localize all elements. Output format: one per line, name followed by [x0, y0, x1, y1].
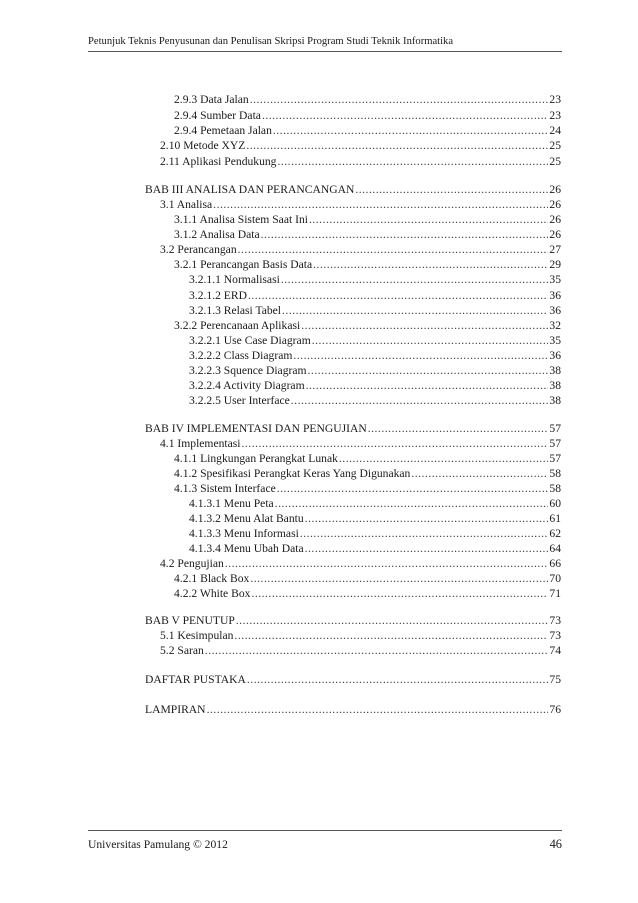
footer-rule — [88, 830, 562, 831]
leader-dots — [355, 183, 548, 197]
toc-entry-label: BAB V PENUTUP — [145, 614, 235, 627]
toc-entry-page: 71 — [549, 587, 561, 600]
toc-entry — [174, 587, 561, 601]
toc-entry-label: 4.1.3.3 Menu Informasi — [189, 527, 299, 540]
toc-chapter — [145, 183, 561, 197]
toc-entry — [189, 512, 561, 526]
toc-entry-label: 5.2 Saran — [160, 644, 204, 657]
toc-entry-label: 3.2.1.1 Normalisasi — [189, 273, 280, 286]
leader-dots — [248, 289, 548, 303]
leader-dots — [234, 629, 548, 643]
leader-dots — [277, 155, 548, 169]
toc-entry-label: 3.2.2.1 Use Case Diagram — [189, 334, 311, 347]
toc-entry-page: 24 — [549, 124, 561, 137]
toc-entry-label: 3.2.2 Perencanaan Aplikasi — [174, 319, 301, 332]
leader-dots — [305, 542, 549, 556]
toc-entry-page: 57 — [549, 437, 561, 450]
leader-dots — [309, 213, 548, 227]
leader-dots — [306, 379, 549, 393]
toc-entry-label: 4.2.1 Black Box — [174, 572, 250, 585]
leader-dots — [339, 452, 549, 466]
toc-entry-page: 60 — [549, 497, 561, 510]
toc-entry — [189, 334, 561, 348]
toc-entry-label: 4.2.2 White Box — [174, 587, 251, 600]
toc-entry — [160, 243, 561, 257]
toc-entry — [189, 394, 561, 408]
leader-dots — [250, 572, 548, 586]
toc-entry-label: 3.2.2.5 User Interface — [189, 394, 290, 407]
toc-chapter — [145, 703, 561, 717]
toc-entry-label: DAFTAR PUSTAKA — [145, 673, 246, 686]
header-rule — [88, 51, 562, 52]
toc-entry-page: 70 — [549, 572, 561, 585]
toc-entry-label: 4.1.3.2 Menu Alat Bantu — [189, 512, 304, 525]
toc-entry — [189, 364, 561, 378]
toc-entry-page: 57 — [549, 422, 561, 435]
toc-entry — [174, 213, 561, 227]
toc-entry — [174, 228, 561, 242]
leader-dots — [262, 109, 548, 123]
toc-entry-page: 25 — [549, 139, 561, 152]
toc-entry-label: 3.2.2.4 Activity Diagram — [189, 379, 305, 392]
toc-chapter — [145, 614, 561, 628]
toc-entry-label: 2.11 Aplikasi Pendukung — [160, 155, 277, 168]
leader-dots — [205, 644, 549, 658]
toc-entry-page: 38 — [549, 394, 561, 407]
leader-dots — [312, 334, 549, 348]
toc-entry — [189, 542, 561, 556]
toc-entry — [174, 572, 561, 586]
toc-entry — [189, 527, 561, 541]
leader-dots — [261, 228, 549, 242]
toc-entry — [189, 289, 561, 303]
toc-entry-page: 38 — [549, 364, 561, 377]
toc-entry-page: 64 — [549, 542, 561, 555]
leader-dots — [368, 422, 549, 436]
toc-entry-label: 3.2 Perancangan — [160, 243, 237, 256]
leader-dots — [236, 614, 549, 628]
leader-dots — [293, 349, 548, 363]
toc-entry — [174, 467, 561, 481]
toc-entry-label: 4.2 Pengujian — [160, 557, 224, 570]
toc-entry — [174, 258, 561, 272]
toc-entry-label: 2.9.3 Data Jalan — [174, 93, 249, 106]
toc-entry-page: 75 — [549, 673, 561, 686]
toc-entry-page: 26 — [549, 213, 561, 226]
leader-dots — [247, 673, 549, 687]
toc-entry — [160, 139, 561, 153]
toc-entry-page: 62 — [549, 527, 561, 540]
toc-entry — [160, 557, 561, 571]
toc-entry-label: 3.2.1.2 ERD — [189, 289, 247, 302]
toc-entry-label: 4.1.3.1 Menu Peta — [189, 497, 274, 510]
leader-dots — [301, 319, 548, 333]
toc-entry-page: 74 — [549, 644, 561, 657]
leader-dots — [238, 243, 549, 257]
toc-entry-page: 73 — [549, 614, 561, 627]
toc-entry-page: 38 — [549, 379, 561, 392]
leader-dots — [246, 139, 548, 153]
leader-dots — [277, 482, 549, 496]
toc-entry — [174, 93, 561, 107]
toc-entry-page: 57 — [549, 452, 561, 465]
leader-dots — [273, 124, 549, 138]
toc-entry-page: 29 — [549, 258, 561, 271]
leader-dots — [242, 437, 549, 451]
toc-entry-label: 2.9.4 Pemetaan Jalan — [174, 124, 272, 137]
toc-entry-label: 3.2.1.3 Relasi Tabel — [189, 304, 282, 317]
toc-entry-page: 27 — [549, 243, 561, 256]
toc-entry-label: 3.2.2.3 Squence Diagram — [189, 364, 307, 377]
toc-entry-label: 3.2.1 Perancangan Basis Data — [174, 258, 313, 271]
toc-entry-page: 25 — [549, 155, 561, 168]
toc-entry-page: 23 — [549, 93, 561, 106]
leader-dots — [250, 93, 549, 107]
leader-dots — [308, 364, 549, 378]
toc-entry-page: 26 — [549, 228, 561, 241]
toc-entry-page: 35 — [549, 273, 561, 286]
toc-entry-page: 32 — [549, 319, 561, 332]
leader-dots — [225, 557, 549, 571]
leader-dots — [281, 273, 549, 287]
leader-dots — [213, 198, 548, 212]
toc-entry-page: 73 — [549, 629, 561, 642]
toc-entry — [174, 124, 561, 138]
toc-entry-page: 23 — [549, 109, 561, 122]
toc-entry-label: 2.9.4 Sumber Data — [174, 109, 261, 122]
leader-dots — [313, 258, 548, 272]
toc-entry-page: 26 — [549, 198, 561, 211]
toc-entry-label: 4.1.3 Sistem Interface — [174, 482, 276, 495]
toc-entry — [189, 304, 561, 318]
toc-entry-label: BAB III ANALISA DAN PERANCANGAN — [145, 183, 355, 196]
toc-entry-label: 3.1.2 Analisa Data — [174, 228, 260, 241]
toc-entry — [160, 644, 561, 658]
toc-entry — [160, 629, 561, 643]
toc-entry-page: 76 — [549, 703, 561, 716]
toc-entry — [174, 109, 561, 123]
toc-entry-label: 4.1.2 Spesifikasi Perangkat Keras Yang Digunakan — [174, 467, 411, 480]
toc-entry-label: 3.1.1 Analisa Sistem Saat Ini — [174, 213, 308, 226]
toc-chapter — [145, 422, 561, 436]
toc-entry — [189, 379, 561, 393]
toc-entry — [189, 273, 561, 287]
toc-entry — [189, 349, 561, 363]
toc-entry-page: 36 — [549, 289, 561, 302]
toc-entry-label: 3.1 Analisa — [160, 198, 213, 211]
footer-institution: Universitas Pamulang © 2012 — [88, 838, 228, 851]
toc-entry-label: 5.1 Kesimpulan — [160, 629, 234, 642]
toc-entry-page: 26 — [549, 183, 561, 196]
toc-entry — [160, 198, 561, 212]
page-number: 46 — [549, 837, 562, 851]
toc-entry-label: BAB IV IMPLEMENTASI DAN PENGUJIAN — [145, 422, 367, 435]
toc-entry-label: 4.1.1 Lingkungan Perangkat Lunak — [174, 452, 338, 465]
leader-dots — [291, 394, 549, 408]
toc-entry — [160, 155, 561, 169]
running-header: Petunjuk Teknis Penyusunan dan Penulisan Skripsi Program Studi Teknik Informatika — [88, 36, 454, 47]
toc-entry — [174, 452, 561, 466]
leader-dots — [411, 467, 548, 481]
toc-entry — [174, 482, 561, 496]
toc-entry — [189, 497, 561, 511]
toc-entry — [174, 319, 561, 333]
toc-entry-page: 66 — [549, 557, 561, 570]
leader-dots — [275, 497, 549, 511]
toc-entry-page: 58 — [549, 467, 561, 480]
leader-dots — [282, 304, 548, 318]
toc-entry-page: 58 — [549, 482, 561, 495]
toc-entry-page: 35 — [549, 334, 561, 347]
toc-entry-page: 36 — [549, 349, 561, 362]
toc-entry-label: 3.2.2.2 Class Diagram — [189, 349, 293, 362]
toc-entry-label: 2.10 Metode XYZ — [160, 139, 246, 152]
leader-dots — [251, 587, 548, 601]
leader-dots — [300, 527, 549, 541]
toc-entry-label: LAMPIRAN — [145, 703, 206, 716]
toc-entry-label: 4.1 Implementasi — [160, 437, 241, 450]
toc-entry-page: 61 — [549, 512, 561, 525]
leader-dots — [207, 703, 549, 717]
toc-entry-page: 36 — [549, 304, 561, 317]
toc-chapter — [145, 673, 561, 687]
leader-dots — [305, 512, 549, 526]
toc-entry — [160, 437, 561, 451]
toc-entry-label: 4.1.3.4 Menu Ubah Data — [189, 542, 304, 555]
